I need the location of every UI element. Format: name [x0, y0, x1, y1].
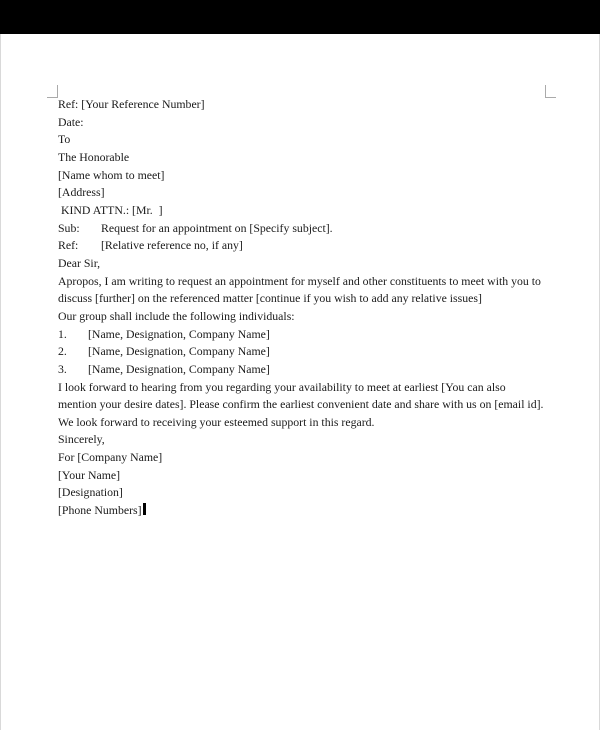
honorable-line: The Honorable	[58, 149, 130, 164]
document-page[interactable]	[0, 34, 600, 730]
paragraph-1: Apropos, I am writing to request an appointment for myself and other constituents to meet with you to discuss [further] on the referenced matter [continue if you wish to add any relative issues]	[58, 273, 544, 306]
salutation-line: Dear Sir,	[58, 255, 101, 270]
to-line: To	[58, 132, 71, 147]
designation-line: [Designation]	[58, 485, 123, 500]
letter-body	[58, 96, 547, 520]
subject-line	[58, 220, 547, 238]
reference-line: Ref: [Your Reference Number]	[58, 97, 205, 111]
top-black-bar	[0, 0, 600, 34]
margin-crop-mark-left	[47, 85, 58, 98]
meet-name-line: [Name whom to meet]	[58, 167, 165, 182]
reference2-line	[58, 237, 547, 255]
list-item-1-number: 1.	[58, 326, 67, 341]
kind-attn-line: KIND ATTN.: [Mr. ]	[58, 202, 163, 217]
subject-label: Sub:	[58, 220, 80, 235]
address-line: [Address]	[58, 185, 105, 200]
list-item-3	[58, 361, 547, 379]
your-name-line: [Your Name]	[58, 467, 121, 482]
date-line: Date:	[58, 114, 84, 129]
company-line: For [Company Name]	[58, 450, 163, 465]
paragraph-2: I look forward to hearing from you regarding your availability to meet at earliest [You can also mention your desire dates]. Please confirm the earliest convenient date and share with us on [email id].	[58, 379, 544, 412]
list-item-3-number: 3.	[58, 361, 67, 376]
paragraph-3: We look forward to receiving your esteemed support in this regard.	[58, 414, 375, 429]
list-item-2-text: [Name, Designation, Company Name]	[88, 344, 270, 359]
list-item-2	[58, 343, 547, 361]
phone-line	[58, 502, 547, 520]
list-item-2-number: 2.	[58, 344, 67, 359]
reference2-label: Ref:	[58, 238, 79, 253]
text-cursor	[143, 503, 146, 515]
reference2-text: [Relative reference no, if any]	[101, 238, 243, 253]
list-item-1-text: [Name, Designation, Company Name]	[88, 326, 270, 341]
list-item-1	[58, 326, 547, 344]
subject-text: Request for an appointment on [Specify subject].	[101, 220, 333, 235]
list-item-3-text: [Name, Designation, Company Name]	[88, 361, 270, 376]
phone-line-text: [Phone Numbers]	[58, 503, 142, 518]
closing-line: Sincerely,	[58, 432, 105, 447]
group-intro-line: Our group shall include the following individuals:	[58, 308, 295, 323]
